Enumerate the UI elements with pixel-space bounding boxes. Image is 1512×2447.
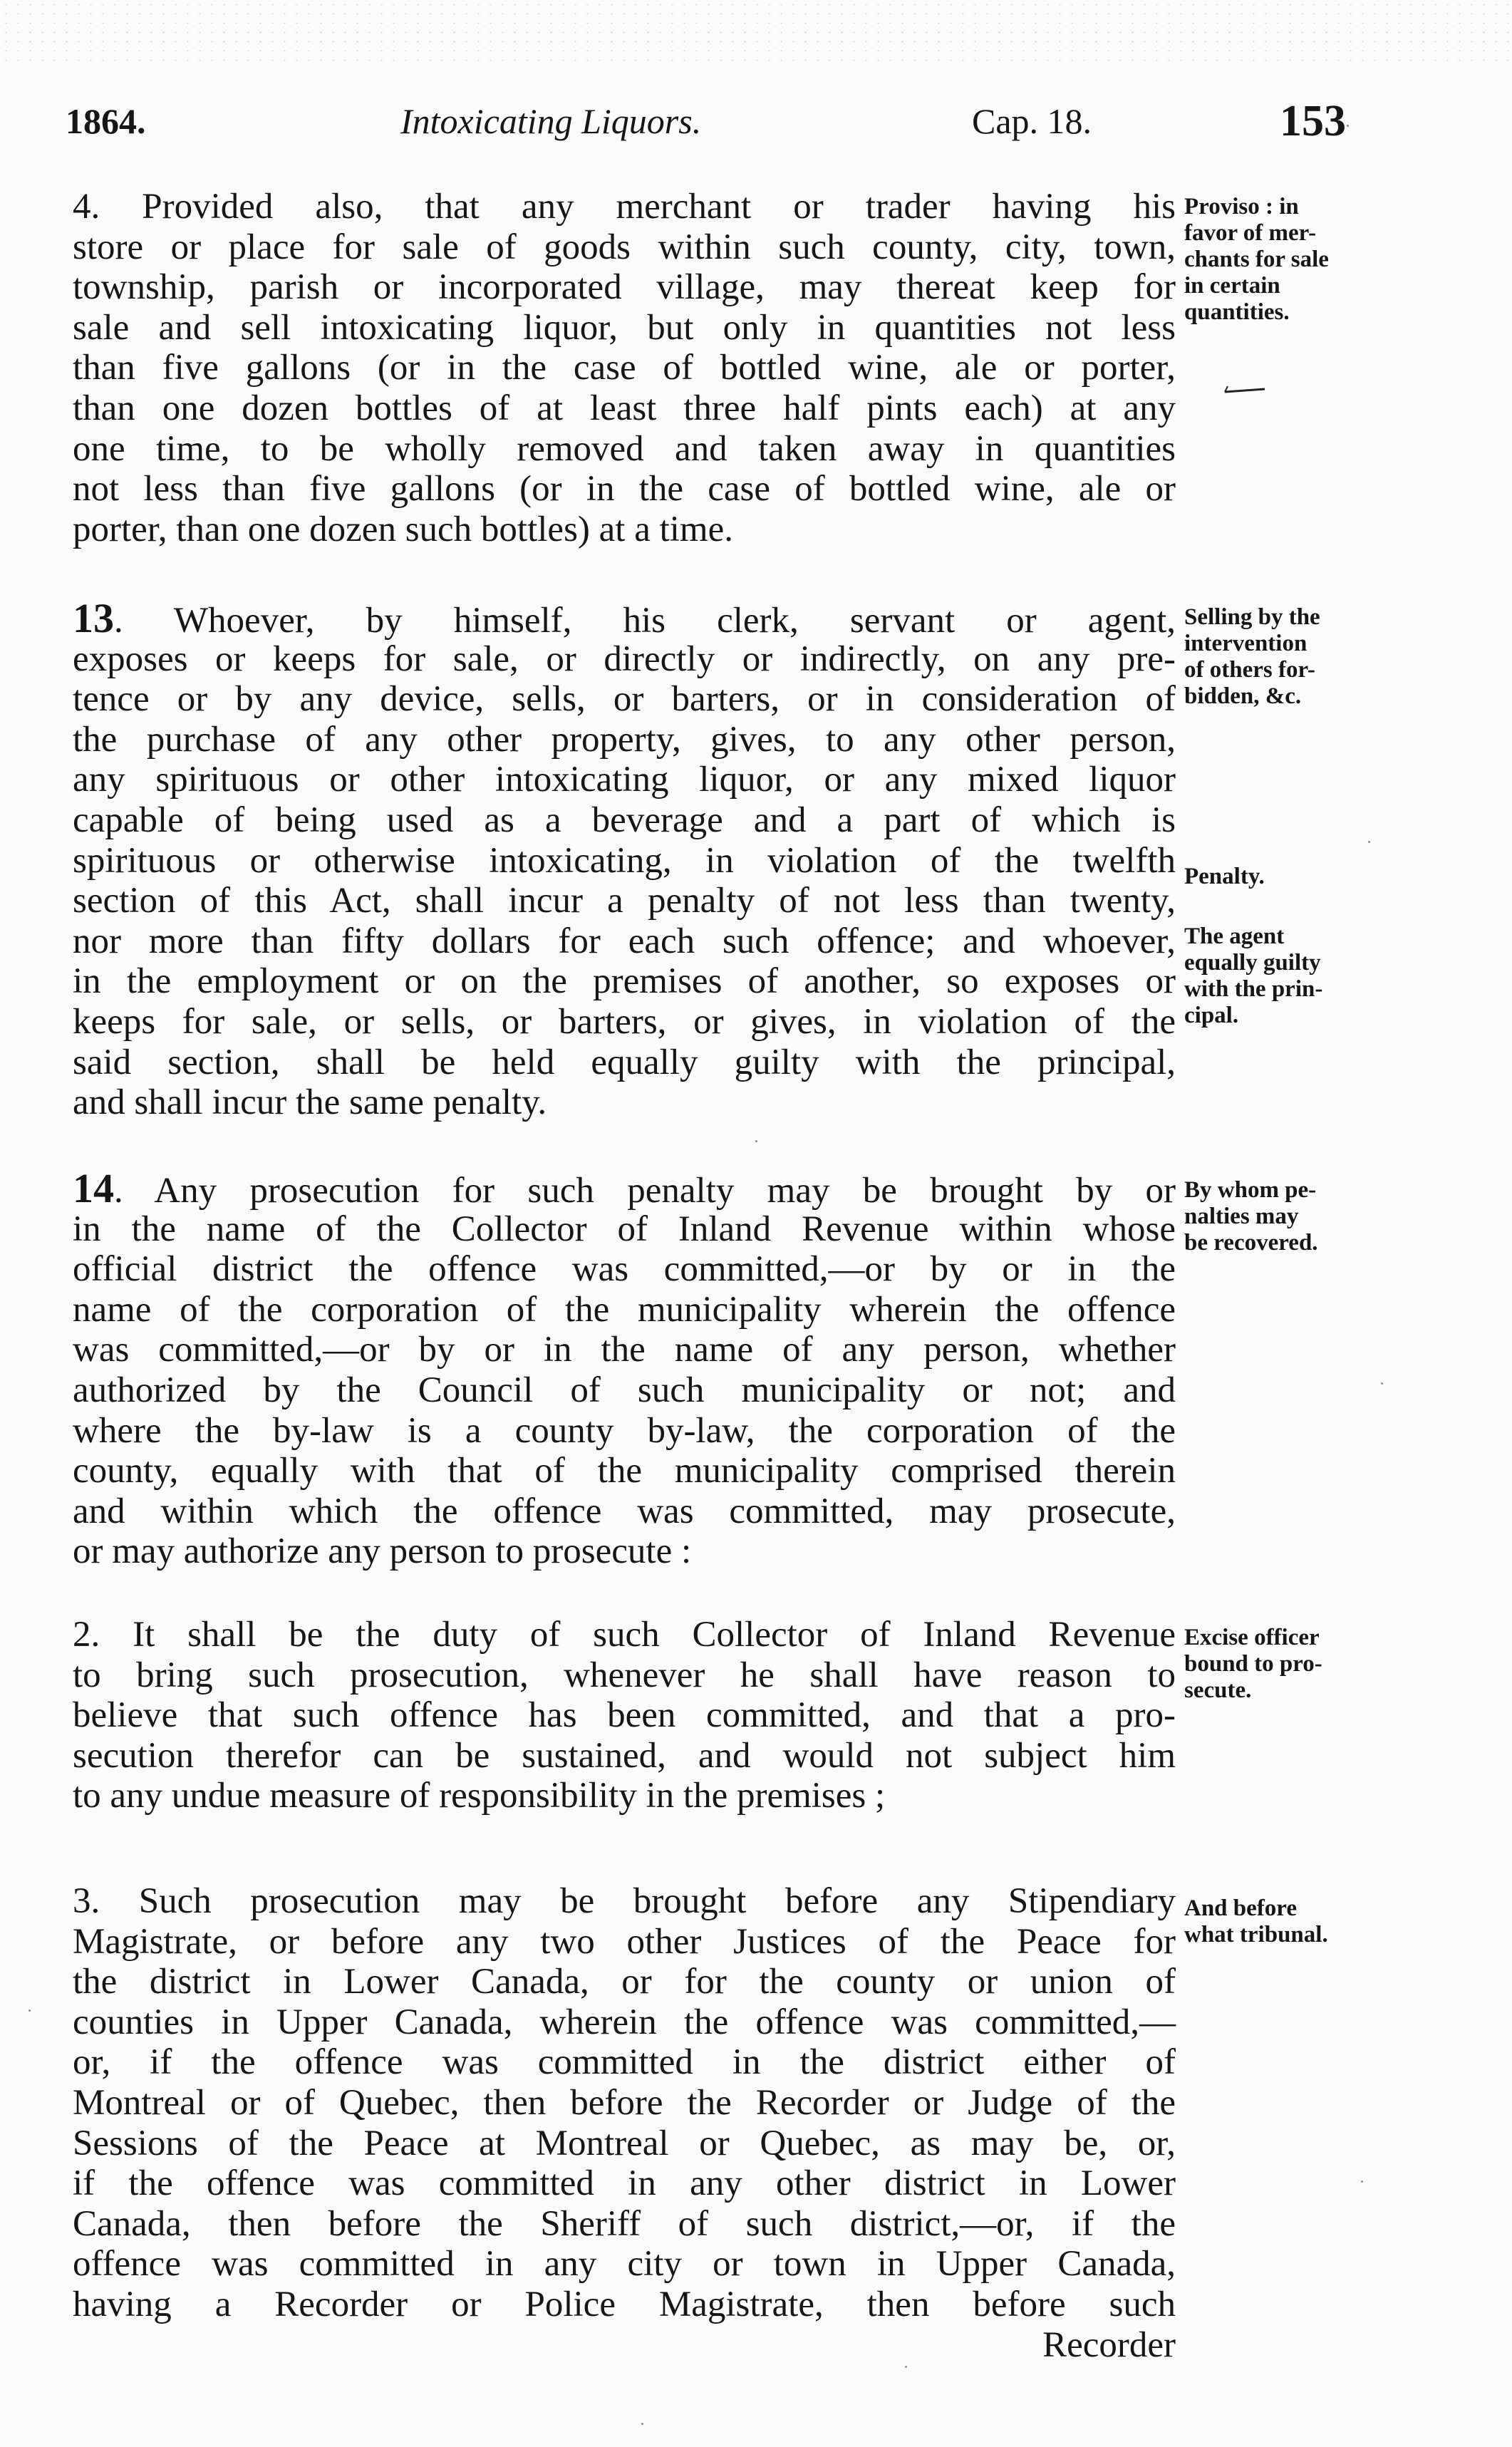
scan-speck	[1381, 1382, 1383, 1385]
dash-mark	[1222, 383, 1272, 398]
margin-line: nalties may	[1184, 1204, 1299, 1229]
text-line: one time, to be wholly removed and taken away in quantities	[73, 428, 1176, 469]
text-line: spirituous or otherwise intoxicating, in violation of the twelfth	[73, 840, 1176, 881]
text-line: nor more than fifty dollars for each such offence; and whoever,	[73, 921, 1176, 961]
text-line: or, if the offence was committed in the district either of	[73, 2042, 1176, 2083]
margin-line: By whom pe-	[1184, 1177, 1317, 1203]
scan-noise	[0, 0, 1512, 64]
text-line: not less than five gallons (or in the case of bottled wine, ale or	[73, 469, 1176, 509]
margin-line: Proviso : in	[1184, 194, 1299, 219]
margin-note-agent	[1184, 924, 1369, 1029]
header-chapter: Cap. 18.	[972, 101, 1092, 141]
text-line: 2. It shall be the duty of such Collector of Inland Revenue	[73, 1615, 1176, 1655]
running-header	[66, 93, 1398, 150]
text-line: tence or by any device, sells, or barters, or in consideration of	[73, 679, 1176, 720]
text-line: secution therefor can be sustained, and would not subject him	[73, 1735, 1176, 1776]
text-line: exposes or keeps for sale, or directly or indirectly, on any pre-	[73, 638, 1176, 679]
margin-line: cipal.	[1184, 1003, 1239, 1028]
margin-line: bidden, &c.	[1184, 683, 1302, 709]
section-body	[73, 187, 1176, 549]
margin-line: equally guilty	[1184, 950, 1321, 976]
margin-line: chants for sale	[1184, 247, 1329, 272]
text-line: section of this Act, shall incur a penalty of not less than twenty,	[73, 881, 1176, 921]
margin-line: intervention	[1184, 631, 1308, 656]
scan-speck	[1347, 125, 1349, 127]
text-line: if the offence was committed in any other district in Lower	[73, 2163, 1176, 2204]
text-line: in the name of the Collector of Inland Revenue within whose	[73, 1209, 1176, 1249]
text-line: to any undue measure of responsibility in the premises ;	[73, 1776, 886, 1816]
margin-line: Penalty.	[1184, 864, 1265, 889]
text-line: name of the corporation of the municipality wherein the offence	[73, 1289, 1176, 1330]
text-line: store or place for sale of goods within such county, city, town,	[73, 227, 1176, 267]
text-line: sale and sell intoxicating liquor, but only in quantities not less	[73, 307, 1176, 348]
text-line	[73, 1165, 1176, 1211]
margin-line: Selling by the	[1184, 604, 1320, 630]
text-line: the purchase of any other property, gives, to any other person,	[73, 719, 1176, 760]
scan-speck	[905, 2366, 907, 2368]
section-body	[73, 1615, 1176, 1816]
text-line: Canada, then before the Sheriff of such district,—or, if the	[73, 2203, 1176, 2244]
margin-note	[1184, 604, 1369, 710]
margin-line: And before	[1184, 1895, 1297, 1921]
margin-line: what tribunal.	[1184, 1922, 1328, 1947]
text-line: in the employment or on the premises of another, so exposes or	[73, 961, 1176, 1002]
margin-line: secute.	[1184, 1677, 1252, 1703]
margin-line: The agent	[1184, 924, 1285, 949]
text-line: county, equally with that of the municipality comprised therein	[73, 1451, 1176, 1491]
section-number: 13	[73, 595, 114, 641]
text-line: counties in Upper Canada, wherein the offence was committed,—	[73, 2002, 1176, 2042]
text-line: offence was committed in any city or town in Upper Canada,	[73, 2244, 1176, 2285]
text-line: to bring such prosecution, whenever he shall have reason to	[73, 1655, 1176, 1695]
margin-line: be recovered.	[1184, 1230, 1318, 1256]
text-line: authorized by the Council of such municipality or not; and	[73, 1370, 1176, 1410]
section-body	[73, 595, 1176, 1123]
margin-line: of others for-	[1184, 657, 1315, 683]
text-line: where the by-law is a county by-law, the corporation of the	[73, 1410, 1176, 1451]
margin-line: with the prin-	[1184, 976, 1323, 1002]
scan-speck	[29, 2009, 31, 2012]
text-line: porter, than one dozen such bottles) at a time.	[73, 509, 733, 549]
margin-line: favor of mer-	[1184, 220, 1317, 246]
margin-line: quantities.	[1184, 299, 1290, 325]
section-number: 14	[73, 1165, 114, 1211]
scan-speck	[641, 2423, 643, 2425]
scan-speck	[1368, 841, 1370, 843]
margin-line: in certain	[1184, 273, 1280, 299]
scan-speck	[1361, 2180, 1363, 2183]
text-line: than one dozen bottles of at least three half pints each) at any	[73, 388, 1176, 428]
margin-note	[1184, 1177, 1369, 1256]
text-line: and within which the offence was committed, may prosecute,	[73, 1491, 1176, 1531]
section-body	[73, 1881, 1176, 2365]
text-line	[73, 595, 1176, 641]
text-line: said section, shall be held equally guilty with the principal,	[73, 1042, 1176, 1082]
margin-note	[1184, 194, 1369, 326]
text-run: . Any prosecution for such penalty may be brought by or	[114, 1171, 1176, 1211]
header-year: 1864.	[66, 101, 146, 141]
text-line: the district in Lower Canada, or for the county or union of	[73, 1962, 1176, 2002]
text-line: capable of being used as a beverage and a part of which is	[73, 800, 1176, 840]
margin-note	[1184, 1625, 1369, 1704]
text-line: 4. Provided also, that any merchant or trader having his	[73, 187, 1176, 227]
text-line: Montreal or of Quebec, then before the Recorder or Judge of the	[73, 2082, 1176, 2123]
section-body	[73, 1165, 1176, 1572]
margin-line: Excise officer	[1184, 1625, 1320, 1650]
text-line: having a Recorder or Police Magistrate, then before such	[73, 2284, 1176, 2324]
catchword: Recorder	[1042, 2324, 1176, 2365]
text-line: and shall incur the same penalty.	[73, 1082, 547, 1123]
text-line: believe that such offence has been committed, and that a pro-	[73, 1695, 1176, 1736]
text-line: official district the offence was committed,—or by or in the	[73, 1249, 1176, 1290]
scan-speck	[755, 1140, 757, 1142]
header-title: Intoxicating Liquors.	[400, 101, 702, 141]
margin-note	[1184, 1895, 1369, 1948]
text-line: Sessions of the Peace at Montreal or Quebec, as may be, or,	[73, 2123, 1176, 2163]
text-line: any spirituous or other intoxicating liquor, or any mixed liquor	[73, 760, 1176, 800]
text-line: than five gallons (or in the case of bottled wine, ale or porter,	[73, 348, 1176, 388]
page-number: 153	[1280, 97, 1346, 145]
text-run: . Whoever, by himself, his clerk, servant or agent,	[114, 601, 1176, 641]
text-line: keeps for sale, or sells, or barters, or gives, in violation of the	[73, 1001, 1176, 1042]
margin-line: bound to pro-	[1184, 1651, 1322, 1677]
text-line: or may authorize any person to prosecute :	[73, 1531, 692, 1572]
text-line: township, parish or incorporated village, may thereat keep for	[73, 267, 1176, 308]
text-line: Magistrate, or before any two other Justices of the Peace for	[73, 1921, 1176, 1962]
text-line: was committed,—or by or in the name of any person, whether	[73, 1330, 1176, 1370]
margin-note-penalty	[1184, 864, 1369, 890]
text-line: 3. Such prosecution may be brought before any Stipendiary	[73, 1881, 1176, 1921]
